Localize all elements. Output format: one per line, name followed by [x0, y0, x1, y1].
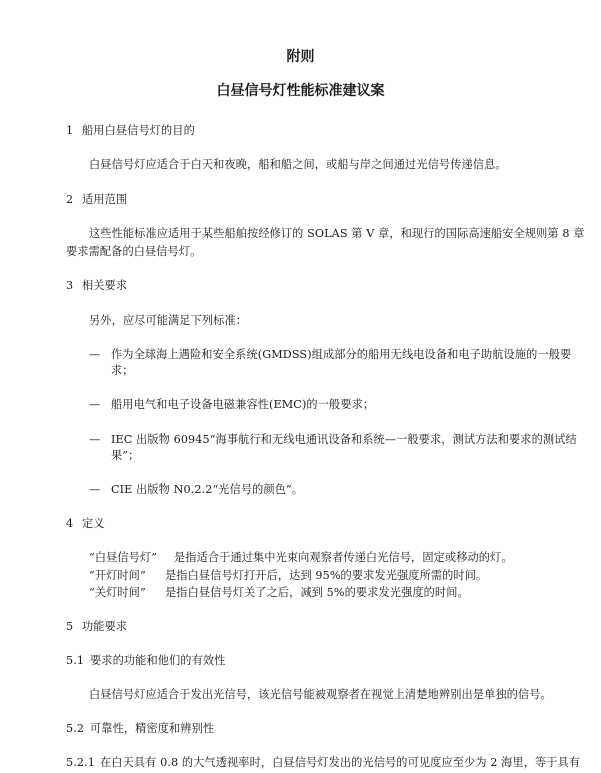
section-5-number: 5	[66, 620, 74, 633]
definition-text: 是指适合于通过集中光束向观察者传递白光信号，固定或移动的灯。	[174, 551, 513, 564]
list-item-3-line-1: IEC 出版物 60945“海事航行和无线电通讯设备和系统—一般要求，测试方法和要求的测试结	[111, 433, 577, 446]
section-2-number: 2	[66, 193, 74, 206]
appendix-label: 附则	[286, 49, 315, 65]
list-dash: —	[89, 483, 101, 496]
list-item-4-line-1: CIE 出版物 N0.2.2“光信号的颜色”。	[111, 483, 304, 496]
list-dash: —	[89, 398, 101, 411]
definition-term: “关灯时间”	[89, 586, 146, 599]
section-1-number: 1	[66, 124, 74, 137]
list-item-2-line-1: 船用电气和电子设备电磁兼容性(EMC)的一般要求；	[111, 398, 375, 411]
section-3-number: 3	[66, 279, 74, 292]
subsection-5-1-number: 5.1	[66, 654, 85, 667]
definition-text: 是指白昼信号灯关了之后，减到 5%的要求发光强度的时间。	[165, 586, 469, 599]
section-1-heading: 船用白昼信号灯的目的	[82, 124, 195, 137]
subsection-5-2-1-number: 5.2.1	[66, 756, 95, 769]
subsection-5-2-1-paragraph: 在白天具有 0.8 的大气透视率时，白昼信号灯发出的光信号的可见度应至少为 2 海里，等于具有	[100, 756, 581, 769]
section-3-intro: 另外，应尽可能满足下列标准：	[89, 314, 248, 327]
section-4-number: 4	[66, 517, 74, 530]
list-item-1-line-2: 求；	[111, 364, 134, 377]
section-5-heading: 功能要求	[82, 620, 128, 633]
definition-term: “白昼信号灯”	[89, 551, 158, 564]
definition-text: 是指白昼信号灯打开后，达到 95%的要求发光强度所需的时间。	[165, 569, 488, 582]
list-dash: —	[89, 433, 101, 446]
section-3-heading: 相关要求	[82, 279, 128, 292]
list-item-3-line-2: 果”；	[111, 449, 140, 462]
section-2-paragraph-line-2: 要求需配备的白昼信号灯。	[66, 245, 202, 258]
section-1-paragraph: 白昼信号灯应适合于白天和夜晚，船和船之间，或船与岸之间通过光信号传递信息。	[89, 158, 507, 171]
section-2-paragraph-line-1: 这些性能标准应适用于某些船舶按经修订的 SOLAS 第 V 章，和现行的国际高速船安全规则第 8 章	[89, 227, 585, 240]
subsection-5-2-number: 5.2	[66, 722, 85, 735]
subsection-5-1-heading: 要求的功能和他们的有效性	[90, 654, 226, 667]
section-2-heading: 适用范围	[82, 193, 128, 206]
list-item-1-line-1: 作为全球海上遇险和安全系统(GMDSS)组成部分的船用无线电设备和电子助航设施的一般要	[111, 348, 572, 361]
definition-term: “开灯时间”	[89, 569, 146, 582]
subsection-5-2-heading: 可靠性，精密度和辨别性	[90, 722, 215, 735]
section-4-heading: 定义	[82, 517, 105, 530]
document-title: 白昼信号灯性能标准建议案	[216, 83, 385, 99]
list-dash: —	[89, 348, 101, 361]
subsection-5-1-paragraph: 白昼信号灯应适合于发出光信号，该光信号能被观察者在视觉上清楚地辨别出是单独的信号。	[89, 688, 552, 701]
